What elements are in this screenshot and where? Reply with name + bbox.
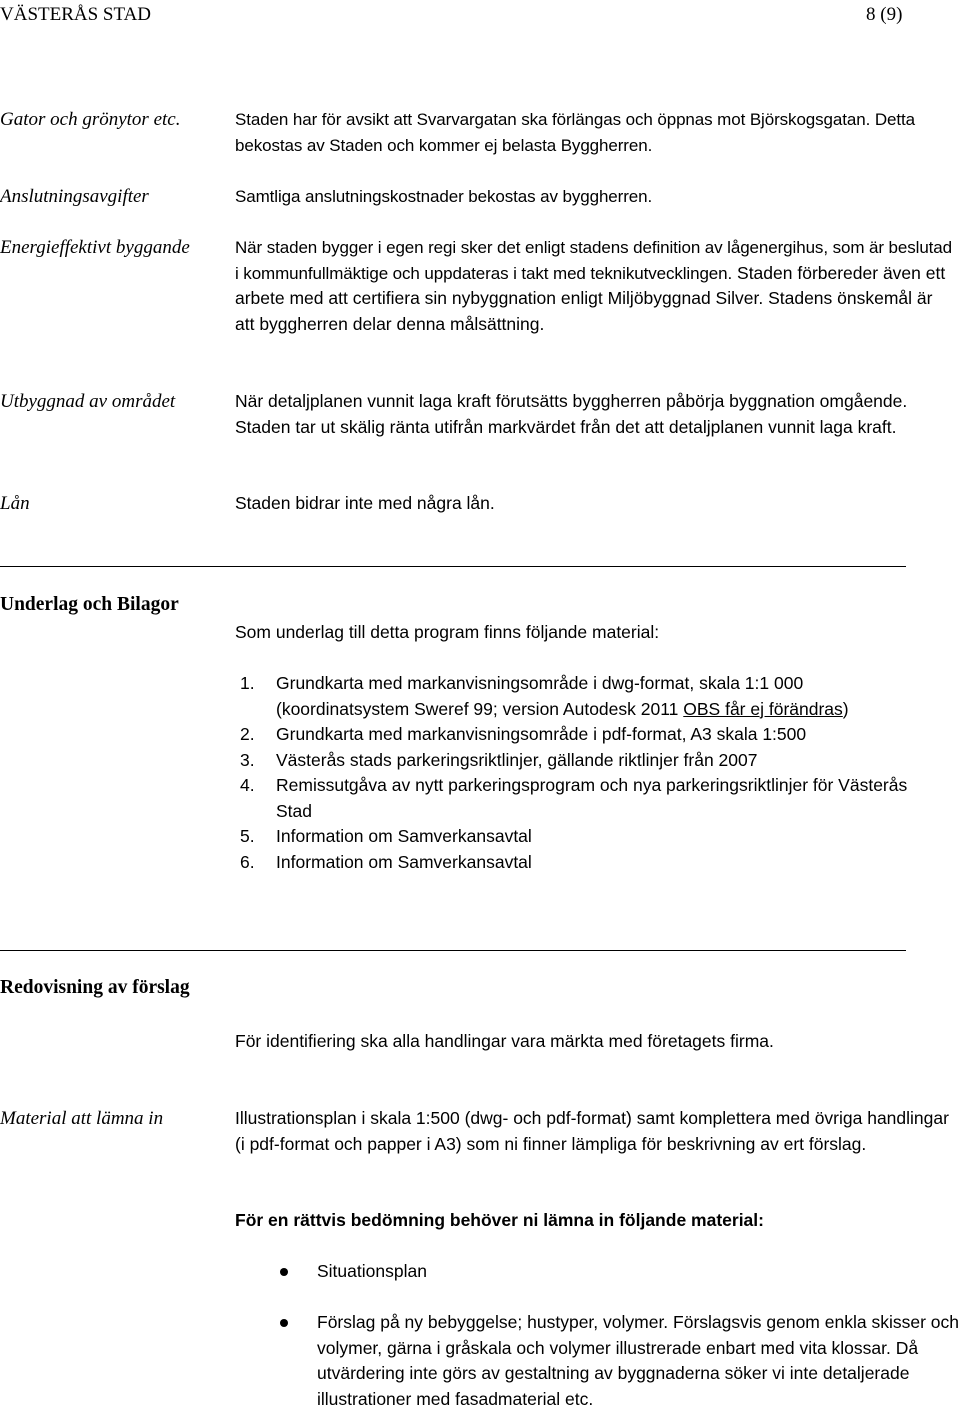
heading-underlag: Underlag och Bilagor	[0, 594, 179, 615]
list-item	[240, 722, 920, 748]
list-item	[240, 748, 920, 774]
label-anslutning: Anslutningsavgifter	[0, 186, 149, 207]
list-item	[280, 1310, 960, 1412]
heading-redovisning: Redovisning av förslag	[0, 977, 190, 998]
list-item-text: Situationsplan	[317, 1261, 427, 1281]
list-item-text: Grundkarta med markanvisningsområde i pdf-format, A3 skala 1:500	[276, 724, 807, 744]
list-item-number: 5.	[240, 826, 255, 846]
list-item-text: Information om Samverkansavtal	[276, 826, 532, 846]
text-material: Illustrationsplan i skala 1:500 (dwg- och pdf-format) samt komplettera med övriga handlingar (i pdf-format och papper i A3) som ni finner lämpliga för beskrivning av ert förslag.	[235, 1108, 949, 1154]
list-item-text: Förslag på ny bebyggelse; hustyper, volymer. Förslagsvis genom enkla skisser och volymer, gärna i gråskala och volymer illustrerade enbart med vita klossar. Då utvärdering inte görs av gestaltning av byggnaderna söker vi inte detaljerade illustrationer med fasadmaterial etc.	[317, 1312, 959, 1409]
list-item	[240, 671, 920, 722]
text-utbyggnad: När detaljplanen vunnit laga kraft förutsätts byggherren påbörja byggnation omgående. Staden tar ut skälig ränta utifrån markvärdet från det att detaljplanen vunnit laga kraft.	[235, 391, 908, 437]
label-gator: Gator och grönytor etc.	[0, 109, 181, 130]
list-item-tail: )	[842, 698, 849, 719]
text-energi-part-b: Staden förbereder även ett arbete med att certifiera sin nybyggnation enligt Miljöbyggnad Silver. Stadens önskemål är att byggherren delar denna målsättning.	[235, 262, 946, 334]
label-utbyggnad: Utbyggnad av området	[0, 391, 176, 412]
list-item	[240, 824, 920, 850]
divider-underlag	[0, 566, 906, 567]
text-energi	[235, 235, 955, 337]
list-item-text: Information om Samverkansavtal	[276, 851, 532, 872]
divider-redovisning	[0, 950, 906, 951]
list-item	[240, 773, 920, 824]
list-item-text: Grundkarta med markanvisningsområde i dwg-format, skala 1:1 000 (koordinatsystem Sweref 99; version Autodesk 2011	[276, 673, 804, 719]
text-lan: Staden bidrar inte med några lån.	[235, 493, 495, 513]
text-energi-part-a: När staden bygger i egen regi sker det enligt stadens definition av lågenergihus, som är beslutad i kommunfullmäktige och uppdateras i takt med teknikutvecklingen.	[235, 238, 953, 283]
underlag-list	[240, 671, 920, 875]
label-lan: Lån	[0, 493, 30, 514]
bullet-icon	[280, 1268, 288, 1276]
list-item-underlined: OBS får ej förändras	[683, 698, 843, 719]
text-material-requirements: För en rättvis bedömning behöver ni lämna in följande material:	[235, 1210, 764, 1230]
list-item-text: Remissutgåva av nytt parkeringsprogram och nya parkeringsriktlinjer för Västerås Stad	[276, 775, 908, 821]
material-bullet-list	[280, 1259, 960, 1412]
text-anslutning: Samtliga anslutningskostnader bekostas av byggherren.	[235, 187, 653, 206]
label-material: Material att lämna in	[0, 1108, 164, 1129]
list-item-number: 1.	[240, 673, 255, 693]
list-item	[240, 850, 920, 876]
label-energi: Energieffektivt byggande	[0, 237, 190, 258]
underlag-intro: Som underlag till detta program finns följande material:	[235, 622, 660, 642]
list-item-number: 4.	[240, 775, 255, 795]
list-item-number: 6.	[240, 851, 255, 872]
list-item-text: Västerås stads parkeringsriktlinjer, gällande riktlinjer från 2007	[276, 749, 758, 770]
list-item	[280, 1259, 960, 1285]
list-item-number: 3.	[240, 749, 255, 770]
text-gator: Staden har för avsikt att Svarvargatan ska förlängas och öppnas mot Björskogsgatan. Detta bekostas av Staden och kommer ej belasta Byggherren.	[235, 110, 915, 155]
list-item-number: 2.	[240, 724, 255, 744]
header-org: VÄSTERÅS STAD	[0, 4, 152, 25]
bullet-icon	[280, 1319, 288, 1327]
redovisning-intro: För identifiering ska alla handlingar vara märkta med företagets firma.	[235, 1031, 774, 1051]
header-page-number: 8 (9)	[866, 4, 903, 25]
